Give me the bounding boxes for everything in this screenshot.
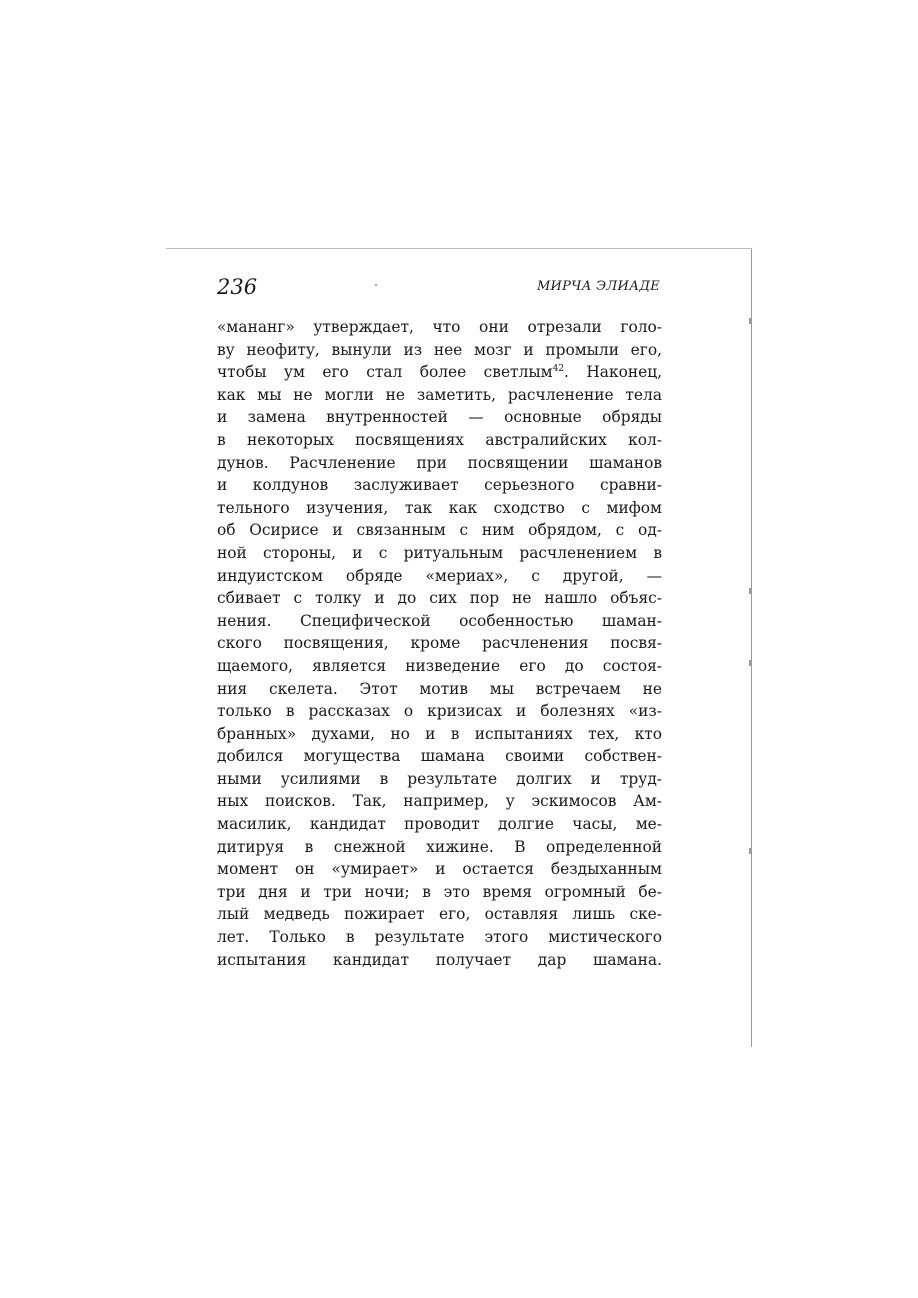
text-line: и замена внутренностей — основные обряды (217, 408, 662, 427)
text-line: нения. Специфической особенностью шаман- (217, 611, 662, 630)
text-line: в некоторых посвящениях австралийских кол- (217, 430, 662, 449)
text-line: масилик, кандидат проводит долгие часы, ме- (217, 815, 662, 834)
text-line (217, 361, 662, 384)
edge-mark (749, 848, 751, 854)
footnote-reference: 42 (552, 364, 565, 375)
text-line: «мананг» утверждает, что они отрезали голо- (217, 318, 662, 336)
text-line: момент он «умирает» и остается бездыханным (217, 860, 662, 879)
edge-mark (749, 660, 751, 666)
text-line: лый медведь пожирает его, оставляя лишь ске- (217, 905, 662, 924)
page-number: 236 (217, 275, 258, 299)
text-line-end: . Наконец, (564, 363, 662, 382)
text-line: ных поисков. Так, например, у эскимосов Ам- (217, 792, 662, 811)
text-line: ной стороны, и с ритуальным расчленением в (217, 543, 662, 562)
text-line: дунов. Расчленение при посвящении шаманов (217, 453, 662, 472)
text-line: щаемого, является низведение его до состоя- (217, 656, 662, 675)
text-line-start: чтобы ум его стал более светлым (217, 363, 553, 382)
page-top-edge (166, 248, 752, 249)
text-line: испытания кандидат получает дар шамана. (217, 950, 662, 969)
body-text (217, 316, 662, 971)
text-line: как мы не могли не заметить, расчленение тела (217, 385, 662, 404)
text-line: сбивает с толку и до сих пор не нашло объяс- (217, 589, 662, 608)
running-head-author: МИРЧА ЭЛИАДЕ (536, 279, 660, 294)
text-line: и колдунов заслуживает серьезного сравни- (217, 476, 662, 495)
text-line: ния скелета. Этот мотив мы встречаем не (217, 679, 662, 698)
text-line: дитируя в снежной хижине. В определенной (217, 837, 662, 856)
text-line: ными усилиями в результате долгих и труд- (217, 769, 662, 788)
text-line: добился могущества шамана своими собствен- (217, 747, 662, 766)
edge-mark (749, 588, 751, 594)
running-head (217, 272, 660, 302)
text-line: три дня и три ночи; в это время огромный бе- (217, 882, 662, 901)
page-right-edge (751, 249, 752, 1047)
text-line: ского посвящения, кроме расчленения посвя- (217, 634, 662, 653)
text-line: тельного изучения, так как сходство с мифом (217, 498, 662, 517)
text-line: бранных» духами, но и в испытаниях тех, кто (217, 724, 662, 743)
text-line: индуистском обряде «мериах», с другой, — (217, 566, 662, 585)
text-line: об Осирисе и связанным с ним обрядом, с од- (217, 521, 662, 540)
text-line: лет. Только в результате этого мистического (217, 928, 662, 947)
text-line: ву неофиту, вынули из нее мозг и промыли его, (217, 340, 662, 359)
text-line: только в рассказах о кризисах и болезнях «из- (217, 702, 662, 721)
edge-mark (749, 318, 751, 324)
